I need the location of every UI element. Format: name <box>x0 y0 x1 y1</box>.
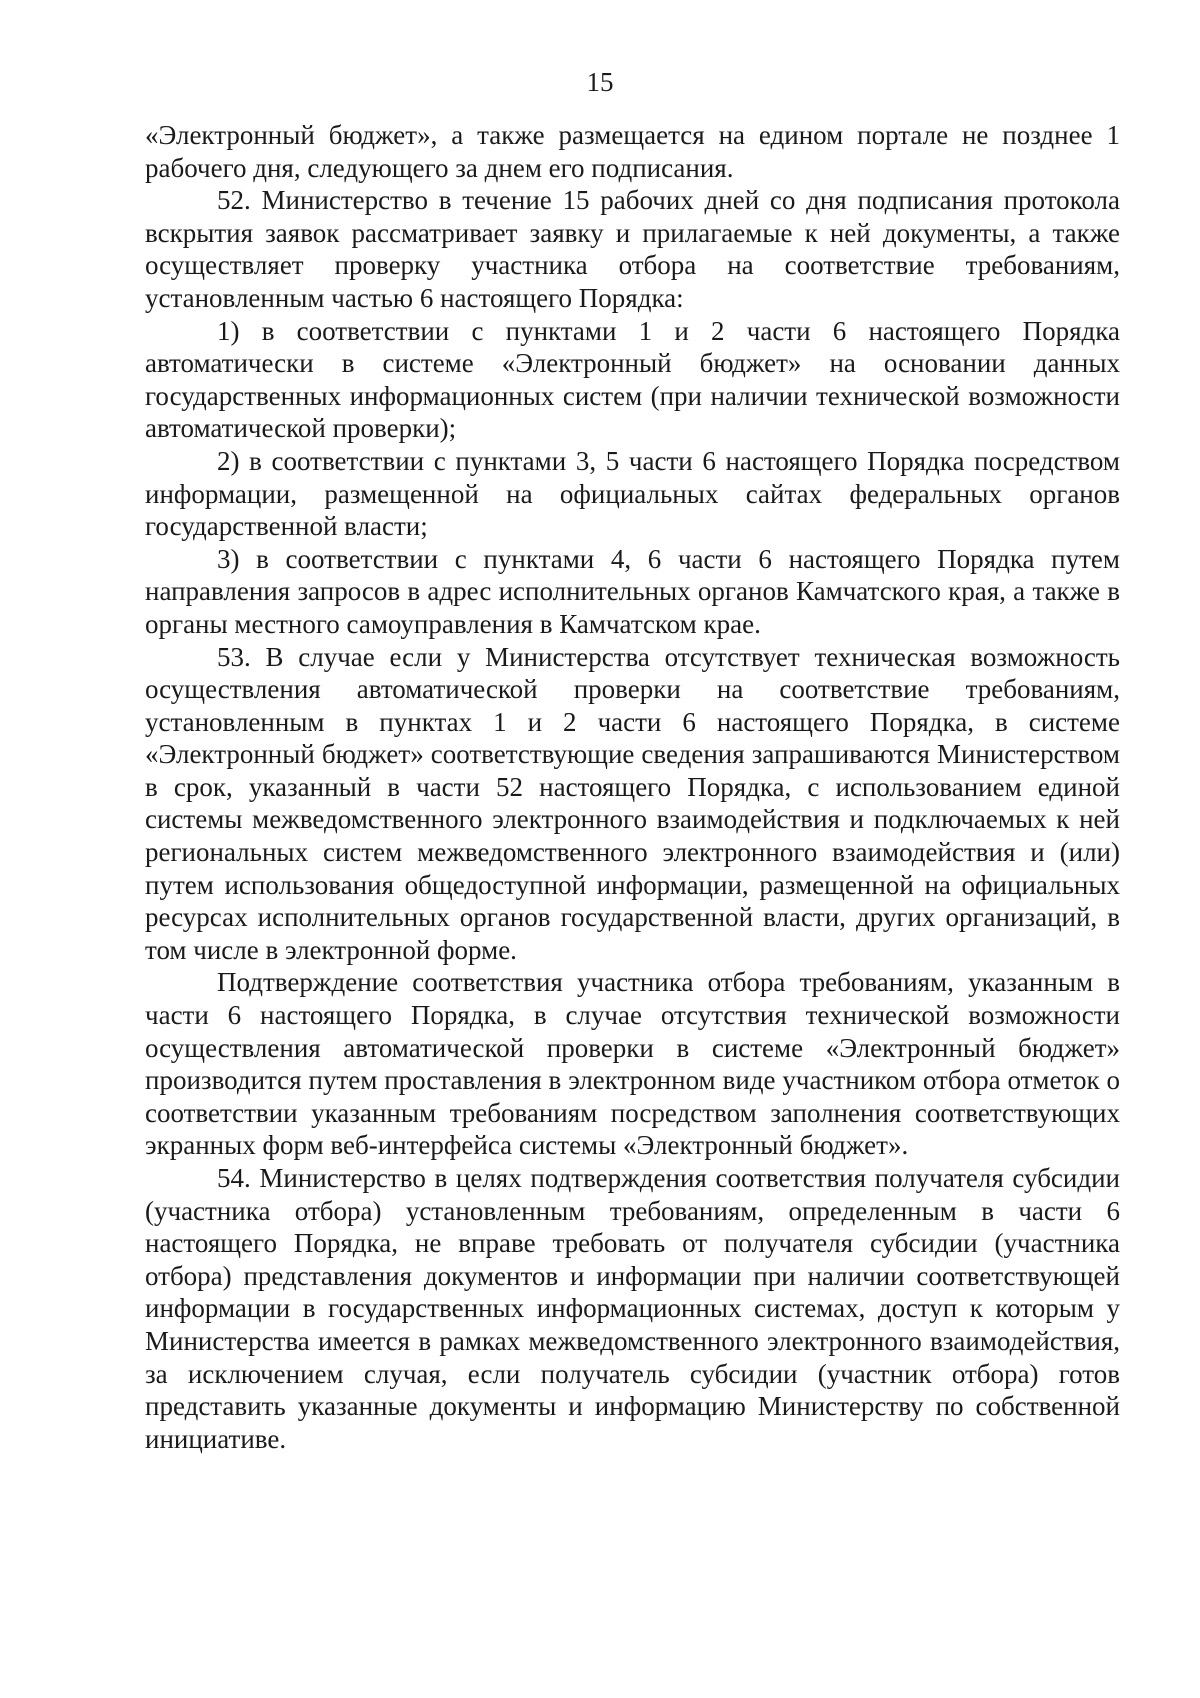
paragraph-confirmation: Подтверждение соответствия участника отбора требованиям, указанным в части 6 настоящего Порядка, в случае отсутствия технической возможности осуществления автоматической проверки в системе «Электронный бюджет» производится путем проставления в электронном виде участником отбора отметок о соответствии указанным требованиям посредством заполнения соответствующих экранных форм веб-интерфейса системы «Электронный бюджет». <box>145 967 1120 1161</box>
document-body <box>145 119 1120 1455</box>
page-number: 15 <box>586 67 614 97</box>
list-item-2: 2) в соответствии с пунктами 3, 5 части 6 настоящего Порядка посредством информации, размещенной на официальных сайтах федеральных органов государственной власти; <box>145 445 1120 542</box>
paragraph-continuation: «Электронный бюджет», а также размещается на едином портале не позднее 1 рабочего дня, следующего за днем его подписания. <box>145 120 1120 183</box>
list-item-3: 3) в соответствии с пунктами 4, 6 части 6 настоящего Порядка путем направления запросов в адрес исполнительных органов Камчатского края, а также в органы местного самоуправления в Камчатском крае. <box>145 543 1120 639</box>
paragraph-54: 54. Министерство в целях подтверждения соответствия получателя субсидии (участника отбора) установленным требованиям, определенным в части 6 настоящего Порядка, не вправе требовать от получателя субсидии (участника отбора) представления документов и информации при наличии соответствующей информации в государственных информационных системах, доступ к которым у Министерства имеется в рамках межведомственного электронного взаимодействия, за исключением случая, если получатель субсидии (участник отбора) готов представить указанные документы и информацию Министерству по собственной инициативе. <box>145 1163 1120 1454</box>
paragraph-53: 53. В случае если у Министерства отсутствует техническая возможность осуществления автоматической проверки на соответствие требованиям, установленным в пунктах 1 и 2 части 6 настоящего Порядка, в системе «Электронный бюджет» соответствующие сведения запрашиваются Министерством в срок, указанный в части 52 настоящего Порядка, с использованием единой системы межведомственного электронного взаимодействия и подключаемых к ней региональных систем межведомственного электронного взаимодействия и (или) путем использования общедоступной информации, размещенной на официальных ресурсах исполнительных органов государственной власти, других организаций, в том числе в электронной форме. <box>145 641 1120 965</box>
list-item-1: 1) в соответствии с пунктами 1 и 2 части 6 настоящего Порядка автоматически в системе «Электронный бюджет» на основании данных государственных информационных систем (при наличии технической возможности автоматической проверки); <box>145 315 1120 444</box>
paragraph-52: 52. Министерство в течение 15 рабочих дней со дня подписания протокола вскрытия заявок рассматривает заявку и прилагаемые к ней документы, а также осуществляет проверку участника отбора на соответствие требованиям, установленным частью 6 настоящего Порядка: <box>145 185 1120 313</box>
